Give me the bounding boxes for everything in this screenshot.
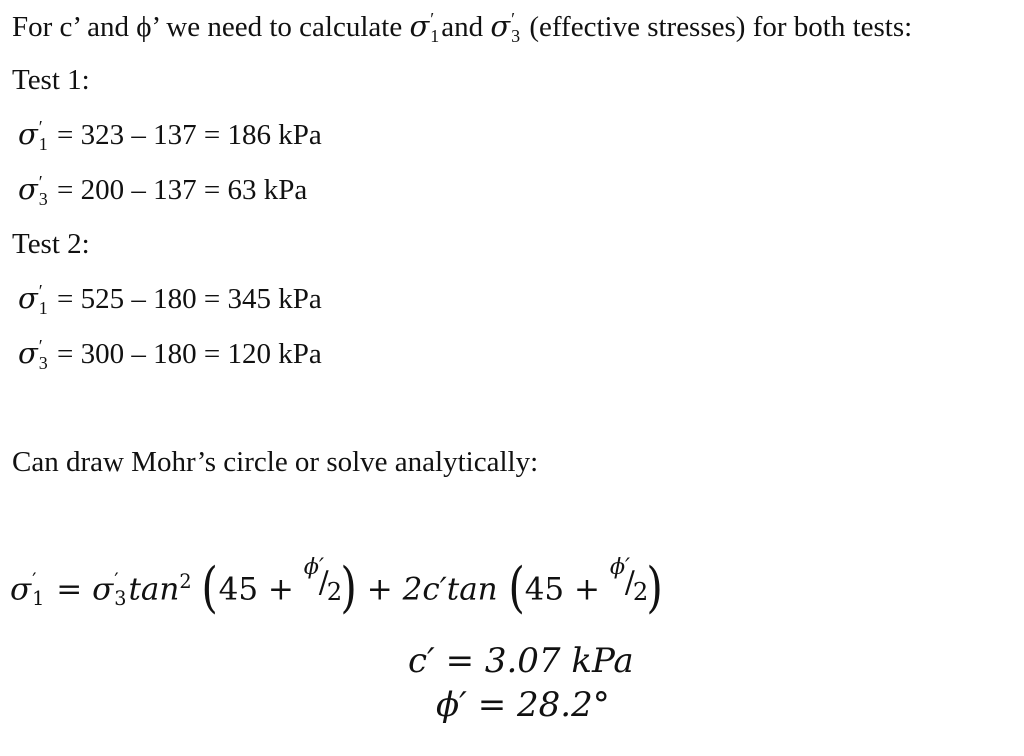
open-paren: ( xyxy=(201,556,219,619)
test2-sigma1-equation: σ ′ 1 = 525 – 180 = 345 kPa xyxy=(18,281,322,319)
test1-heading: Test 1: xyxy=(12,64,90,96)
test2-sigma3-equation: σ ′ 3 = 300 – 180 = 120 kPa xyxy=(18,336,322,374)
cohesion-result: c′ = 3.07 kPa xyxy=(408,641,634,681)
sigma3-prime-script: ′ 3 xyxy=(511,9,521,47)
test1-sigma1-equation: σ ′ 1 = 323 – 137 = 186 kPa xyxy=(18,117,322,155)
friction-angle-result: ϕ′ = 28.2° xyxy=(436,685,610,725)
test1-sigma3-equation: σ ′ 3 = 200 – 137 = 63 kPa xyxy=(18,172,308,210)
sigma-symbol: σ xyxy=(409,9,430,43)
mohr-coulomb-formula: σ ′ 1 = σ ′ 3 $\tan^2 (45$ + ϕ′ / 2 ) + 2c′tan (45 + ϕ′ / 2 ) xyxy=(10,553,663,619)
phi-over-2-fraction: ϕ′ / 2 xyxy=(303,553,343,606)
intro-line: For c’ and ϕ’ we need to calculate σ ′ 1 and σ ′ 3 (effective stresses) for both tests: xyxy=(12,9,913,47)
phi-over-2-fraction-2: ϕ′ / 2 xyxy=(609,553,649,606)
intro-text-a: For c’ and ϕ’ we need to calculate xyxy=(12,11,410,43)
test2-heading: Test 2: xyxy=(12,228,90,260)
intro-text-c: (effective stresses) for both tests: xyxy=(522,11,913,43)
method-text: Can draw Mohr’s circle or solve analytically: xyxy=(12,446,539,478)
close-paren: ) xyxy=(340,556,357,619)
intro-text-b: and xyxy=(441,11,491,43)
sigma1-prime-script: ′ 1 xyxy=(430,9,440,47)
